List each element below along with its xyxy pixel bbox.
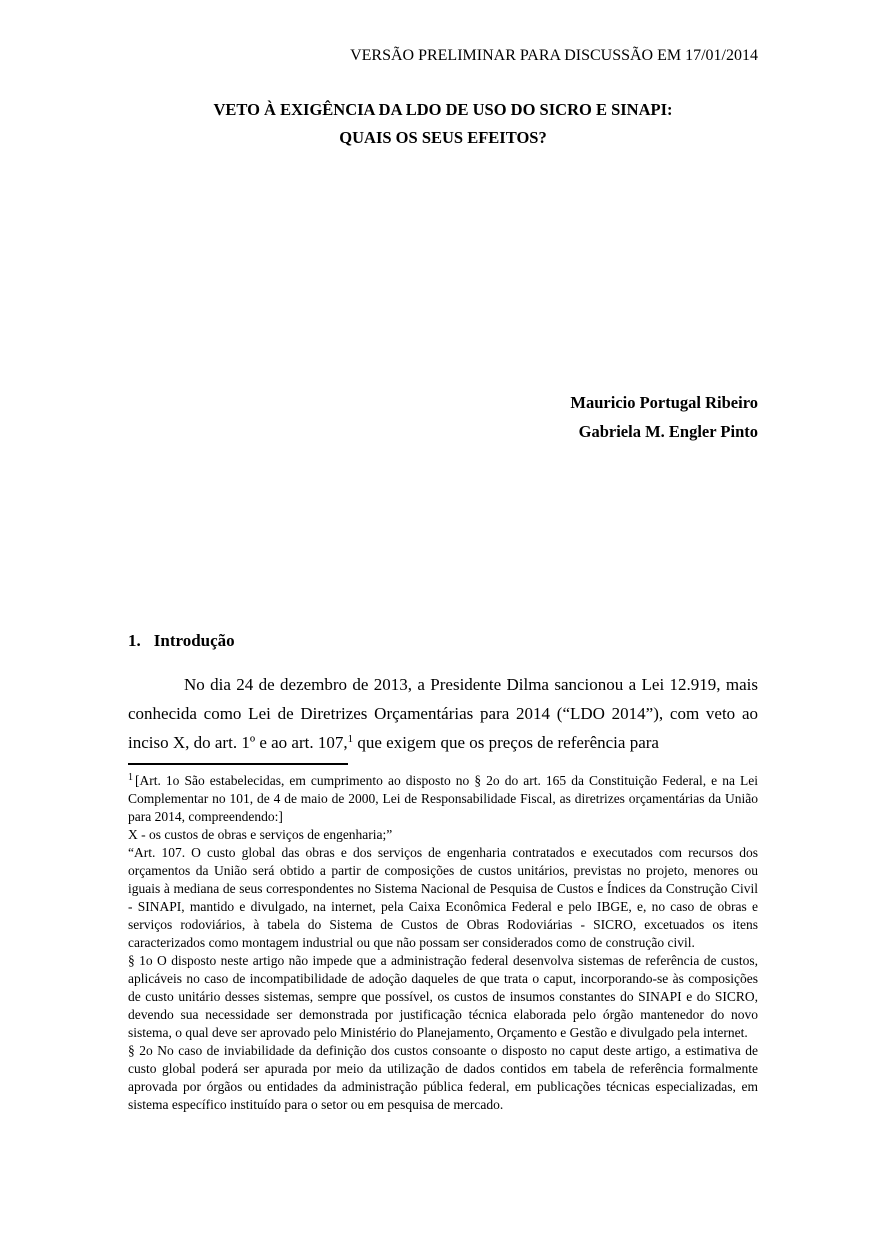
draft-version-header: VERSÃO PRELIMINAR PARA DISCUSSÃO EM 17/01/2014 xyxy=(350,47,758,64)
author-name: Gabriela M. Engler Pinto xyxy=(578,422,758,441)
authors-block xyxy=(128,388,758,446)
intro-paragraph xyxy=(128,670,758,757)
footnote-paragraph xyxy=(128,826,758,844)
footnote-ref: 1 xyxy=(347,733,354,745)
footnote-marker: 1 xyxy=(128,772,133,783)
footnote-text: X - os custos de obras e serviços de engenharia;” xyxy=(128,827,393,842)
section-title: Introdução xyxy=(153,631,235,650)
footnote-text: § 1o O disposto neste artigo não impede que a administração federal desenvolva sistemas de referência de custos, aplicáveis no caso de incompatibilidade de adoção daqueles de que trata o caput, incorporando-se às composições de custo unitário desses sistemas, sempre que possível, os custos de insumos constantes do SINAPI e do SICRO, devendo sua necessidade ser demonstrada por justificação técnica elaborada pelo órgão mantenedor do novo sistema, o qual deve ser aprovado pelo Ministério do Planejamento, Orçamento e Gestão e divulgado pela internet. xyxy=(128,953,758,1040)
footnote-paragraph xyxy=(128,1042,758,1114)
paper-title-line2: QUAIS OS SEUS EFEITOS? xyxy=(339,128,547,147)
footnote-paragraph xyxy=(128,772,758,826)
footnote-text: § 2o No caso de inviabilidade da definição dos custos consoante o disposto no caput deste artigo, a estimativa de custo global poderá ser apurada por meio da utilização de dados contidos em tabela de referência formalmente aprovada por órgãos ou entidades da administração pública federal, em publicações técnicas especializadas, em sistema específico instituído para o setor ou em pesquisa de mercado. xyxy=(128,1043,758,1112)
footnote-text: “Art. 107. O custo global das obras e dos serviços de engenharia contratados e executados com recursos dos orçamentos da União será obtido a partir de composições de custos unitários, previstas no projeto, menores ou iguais à mediana de seus correspondentes no Sistema Nacional de Pesquisa de Custos e Índices da Construção Civil - SINAPI, mantido e divulgado, na internet, pela Caixa Econômica Federal e pelo IBGE, e, no caso de obras e serviços rodoviários, à tabela do Sistema de Custos de Obras Rodoviárias - SICRO, excetuados os itens caracterizados como montagem industrial ou que não possam ser considerados como de construção civil. xyxy=(128,845,758,950)
footnote-block xyxy=(128,772,758,1114)
footnote-separator xyxy=(128,763,348,765)
section-number: 1. xyxy=(128,631,141,650)
footnote-paragraph xyxy=(128,844,758,952)
paper-title xyxy=(128,96,758,152)
page-content xyxy=(128,0,758,1114)
intro-paragraph-text: No dia 24 de dezembro de 2013, a Presidente Dilma sancionou a Lei 12.919, mais conhecida como Lei de Diretrizes Orçamentárias para 2014 (“LDO 2014”), com veto ao inciso X, do art. 1º e ao art. 107, xyxy=(128,675,758,752)
paper-title-line1: VETO À EXIGÊNCIA DA LDO DE USO DO SICRO E SINAPI: xyxy=(213,100,673,119)
section-heading-introduction xyxy=(128,628,758,654)
intro-paragraph-text: que exigem que os preços de referência para xyxy=(353,733,659,752)
footnote-paragraph xyxy=(128,952,758,1042)
author-name: Mauricio Portugal Ribeiro xyxy=(570,393,758,412)
footnote-text: [Art. 1o São estabelecidas, em cumprimento ao disposto no § 2o do art. 165 da Constituição Federal, e na Lei Complementar no 101, de 4 de maio de 2000, Lei de Responsabilidade Fiscal, as diretrizes orçamentárias da União para 2014, compreendendo:] xyxy=(128,773,758,824)
